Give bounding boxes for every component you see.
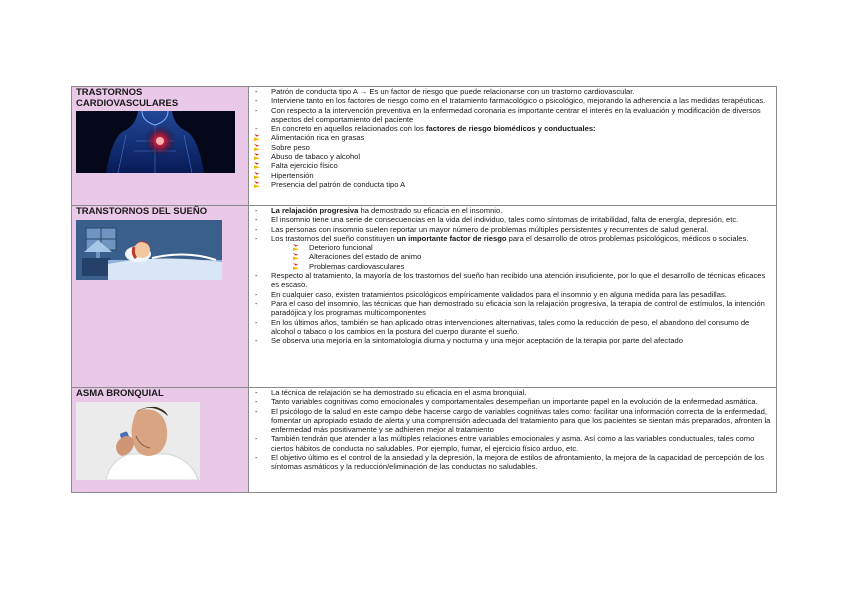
text-segment: En concreto en aquellos relacionados con los: [271, 124, 426, 134]
bullet-item: [253, 234, 774, 271]
list-text: Deterioro funcional: [309, 243, 373, 253]
bullet-item: [253, 206, 774, 215]
text-segment: para el desarrollo de otros problemas psicológicos, médicos o sociales.: [506, 233, 749, 243]
bullet-item: - Tanto variables cognitivas como emocionales y comportamentales desempeñan un importante papel en la evolución de la enfermedad asmática.: [253, 397, 774, 406]
bullet-item: [253, 124, 774, 133]
bullet-item: - Para el caso del insomnio, las técnicas que han demostrado su eficacia son la relajación progresiva, la terapia de control de estímulos, la intención paradójica y los programas multicomponentes: [253, 299, 774, 318]
arrow-list-item: [253, 133, 774, 142]
bullet-item: [253, 87, 774, 96]
text-segment: Los trastornos del sueño constituyen: [271, 233, 397, 243]
text-segment: Es un factor de riesgo que puede relacionarse con un trastorno cardiovascular.: [367, 87, 635, 96]
bullet-item: - La técnica de relajación se ha demostrado su eficacia en el asma bronquial.: [253, 388, 774, 397]
arrow-list-item: [271, 243, 774, 252]
arrow-bullet-icon: [254, 172, 261, 179]
content-table: [71, 86, 777, 493]
bullet-item: - En cualquier caso, existen tratamientos psicológicos empíricamente validados para el insomnio y en alguna medida para las pesadillas.: [253, 290, 774, 299]
arrow-bullet-icon: [254, 144, 261, 151]
list-text: Abuso de tabaco y alcohol: [271, 152, 361, 162]
arrow-bullet-icon: [254, 181, 261, 188]
content-cell: [249, 388, 777, 493]
list-text: Sobre peso: [271, 142, 310, 152]
row-sleep: [72, 206, 777, 388]
bullet-item: - Las personas con insomnio suelen reportar un mayor número de problemas múltiples persistentes y recurrentes de salud general.: [253, 225, 774, 234]
list-text: Alimentación rica en grasas: [271, 133, 365, 143]
arrow-list-item: [271, 252, 774, 261]
topic-title: ASMA BRONQUIAL: [76, 388, 164, 399]
arrow-list-item: [253, 161, 774, 170]
bold-text: factores de riesgo biomédicos y conductuales:: [425, 124, 596, 134]
bullet-item: - Interviene tanto en los factores de riesgo como en el tratamiento farmacológico o psicológico, mejorando la adherencia a las medidas terapéuticas.: [253, 96, 774, 105]
bold-text: La relajación progresiva: [271, 206, 359, 215]
content-cell: [249, 87, 777, 206]
row-asthma: [72, 388, 777, 493]
arrow-bullet-icon: [293, 244, 300, 251]
topic-title: TRANSTORNOS DEL SUEÑO: [76, 206, 208, 217]
list-text: Hipertensión: [271, 170, 314, 180]
bullet-item: - Se observa una mejoría en la sintomatología diurna y nocturna y una mejor aceptación de la terapia por parte del afectado: [253, 336, 774, 345]
list-text: Presencia del patrón de conducta tipo A: [271, 179, 406, 189]
arrow-right-icon: →: [359, 87, 368, 96]
arrow-bullet-icon: [254, 153, 261, 160]
list-text: Falta ejercicio físico: [271, 161, 338, 171]
text-segment: Patrón de conducta tipo A: [271, 87, 360, 96]
arrow-bullet-icon: [293, 253, 300, 260]
topic-title: TRASTORNOS CARDIOVASCULARES: [76, 87, 179, 109]
bullet-item: - El psicólogo de la salud en este campo debe hacerse cargo de variables cognitivas tales como: facilitar una información correcta de la enfermedad, fomentar un apropiado estado de alerta y una comprensión adecuada del tratamiento para que los pacientes se sientan más preparados, afronten la enfermedad más positivamente y se adhieren mejor al tratamiento: [253, 407, 774, 435]
list-text: Problemas cardiovasculares: [309, 261, 405, 271]
topic-cell: [72, 87, 249, 206]
sleeping-person-image: [76, 220, 222, 280]
row-cardiovascular: [72, 87, 777, 206]
bullet-item: - El objetivo último es el control de la ansiedad y la depresión, la mejora de estilos de afrontamiento, la mejora de la capacidad de percepción de los síntomas asmáticos y la reducción/eliminación de las conductas no saludables.: [253, 453, 774, 472]
sub-list: [271, 243, 774, 271]
bullet-item: - Respecto al tratamiento, la mayoría de los trastornos del sueño han recibido una atención insuficiente, por lo que el desarrollo de técnicas eficaces es escaso.: [253, 271, 774, 290]
text-segment: ha demostrado su eficacia en el insomnio.: [358, 206, 503, 215]
bullet-item: - Con respecto a la intervención preventiva en la enfermedad coronaria es importante centrar el interés en la evaluación y modificación de diversos aspectos del comportamiento del paciente: [253, 106, 774, 125]
topic-cell: [72, 388, 249, 493]
arrow-list-item: [253, 152, 774, 161]
bullet-item: - El insomnio tiene una serie de consecuencias en la vida del individuo, tales como síntomas de irritabilidad, falta de energía, depresión, etc.: [253, 215, 774, 224]
arrow-bullet-icon: [293, 263, 300, 270]
content-cell: [249, 206, 777, 388]
arrow-list-item: [253, 171, 774, 180]
bullet-item: - También tendrán que atender a las múltiples relaciones entre variables emocionales y asma. Así como a las variables conductuales, tales como ciertos hábitos de conducta no saludables. Por ejemplo, fumar, el ejercicio físico arduo, etc.: [253, 434, 774, 453]
bold-text: un importante factor de riesgo: [396, 233, 507, 243]
heart-body-image: [76, 111, 235, 173]
topic-cell: [72, 206, 249, 388]
arrow-bullet-icon: [254, 162, 261, 169]
inhaler-man-image: [76, 402, 200, 480]
list-text: Alteraciones del estado de animo: [309, 252, 422, 262]
arrow-list-item: [271, 262, 774, 271]
arrow-list-item: [253, 143, 774, 152]
arrow-bullet-icon: [254, 134, 261, 141]
arrow-list-item: [253, 180, 774, 189]
bullet-item: - En los últimos años, también se han aplicado otras intervenciones alternativas, tales como la reducción de peso, el abandono del consumo de alcohol o tabaco o los cambios en la postura del cuerpo durante el sueño.: [253, 318, 774, 337]
